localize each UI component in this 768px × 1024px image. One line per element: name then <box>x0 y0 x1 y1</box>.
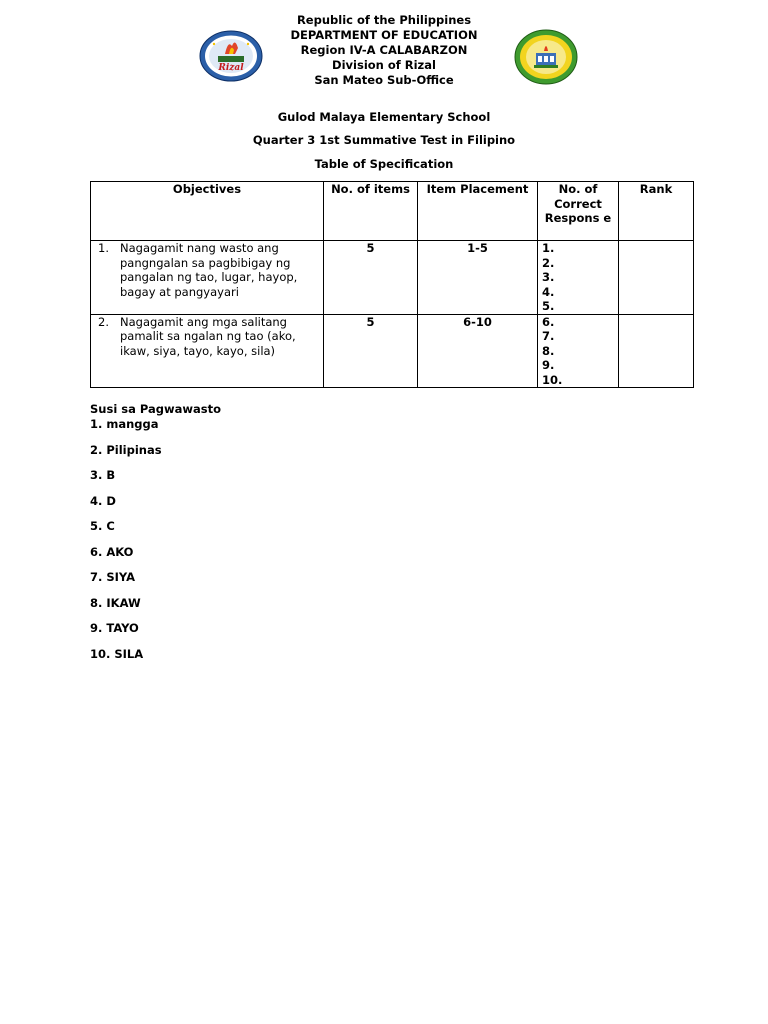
objective-cell <box>91 241 324 315</box>
school-name: Gulod Malaya Elementary School <box>277 110 491 124</box>
header-line-suboffice: San Mateo Sub-Office <box>314 73 454 87</box>
response-entry: 8. <box>542 343 555 358</box>
response-entry: 7. <box>542 329 555 343</box>
items-count-cell: 5 <box>324 314 418 388</box>
rizal-deped-seal-icon <box>199 30 263 82</box>
answer-key-item: 1. mangga <box>90 417 159 431</box>
item-placement-cell: 6-10 <box>418 314 538 388</box>
answer-key <box>90 402 221 672</box>
answer-key-item: 9. TAYO <box>90 621 139 635</box>
answer-key-item: 7. SIYA <box>90 570 136 584</box>
header-item-placement: Item Placement <box>418 182 538 241</box>
answer-key-title: Susi sa Pagwawasto <box>90 402 221 416</box>
header-correct-responses: No. of Correct Respons e <box>538 182 619 241</box>
correct-responses-cell <box>538 241 619 315</box>
rank-cell <box>619 241 694 315</box>
response-entry: 4. <box>542 284 555 299</box>
objective-cell <box>91 314 324 388</box>
response-entry: 1. <box>542 241 555 255</box>
gulod-malaya-school-seal-icon <box>514 29 578 85</box>
objective-text: Nagagamit ang mga salitang pamalit sa ngalan ng tao (ako, ikaw, siya, tayo, kayo, sila) <box>120 314 296 358</box>
header-line-division: Division of Rizal <box>332 58 436 72</box>
table-row <box>91 241 694 315</box>
answer-key-item: 6. AKO <box>90 544 134 559</box>
answer-key-item: 3. B <box>90 468 116 482</box>
table-header-row <box>91 182 694 241</box>
header-line-republic: Republic of the Philippines <box>296 13 472 27</box>
header-no-of-items: No. of items <box>324 182 418 241</box>
objective-number: 2. <box>98 314 109 329</box>
table-of-specification <box>90 181 694 388</box>
table-row <box>91 314 694 388</box>
response-entry: 2. <box>542 255 555 270</box>
table-title: Table of Specification <box>314 157 454 171</box>
objective-text: Nagagamit nang wasto ang pangngalan sa pagbibigay ng pangalan ng tao, lugar, hayop, bagay at pangyayari <box>120 241 298 299</box>
answer-key-item: 4. D <box>90 493 116 508</box>
header-rank: Rank <box>619 182 694 241</box>
response-entry: 5. <box>542 299 555 313</box>
response-entry: 3. <box>542 270 555 284</box>
test-title: Quarter 3 1st Summative Test in Filipino <box>252 133 516 147</box>
header-block <box>0 13 768 88</box>
answer-key-item: 2. Pilipinas <box>90 442 162 457</box>
header-objectives: Objectives <box>91 182 324 241</box>
header-line-region: Region IV-A CALABARZON <box>300 43 468 57</box>
answer-key-item: 8. IKAW <box>90 595 141 610</box>
response-entry: 10. <box>542 372 563 387</box>
response-entry: 9. <box>542 358 555 372</box>
header-line-deped: DEPARTMENT OF EDUCATION <box>290 28 478 42</box>
rizal-seal-text: Rizal <box>218 63 244 73</box>
item-placement-cell: 1-5 <box>418 241 538 315</box>
objective-number: 1. <box>98 241 109 255</box>
rank-cell <box>619 314 694 388</box>
answer-key-item: 5. C <box>90 519 115 533</box>
response-entry: 6. <box>542 314 555 329</box>
items-count-cell: 5 <box>324 241 418 315</box>
correct-responses-cell <box>538 314 619 388</box>
answer-key-item: 10. SILA <box>90 646 144 661</box>
